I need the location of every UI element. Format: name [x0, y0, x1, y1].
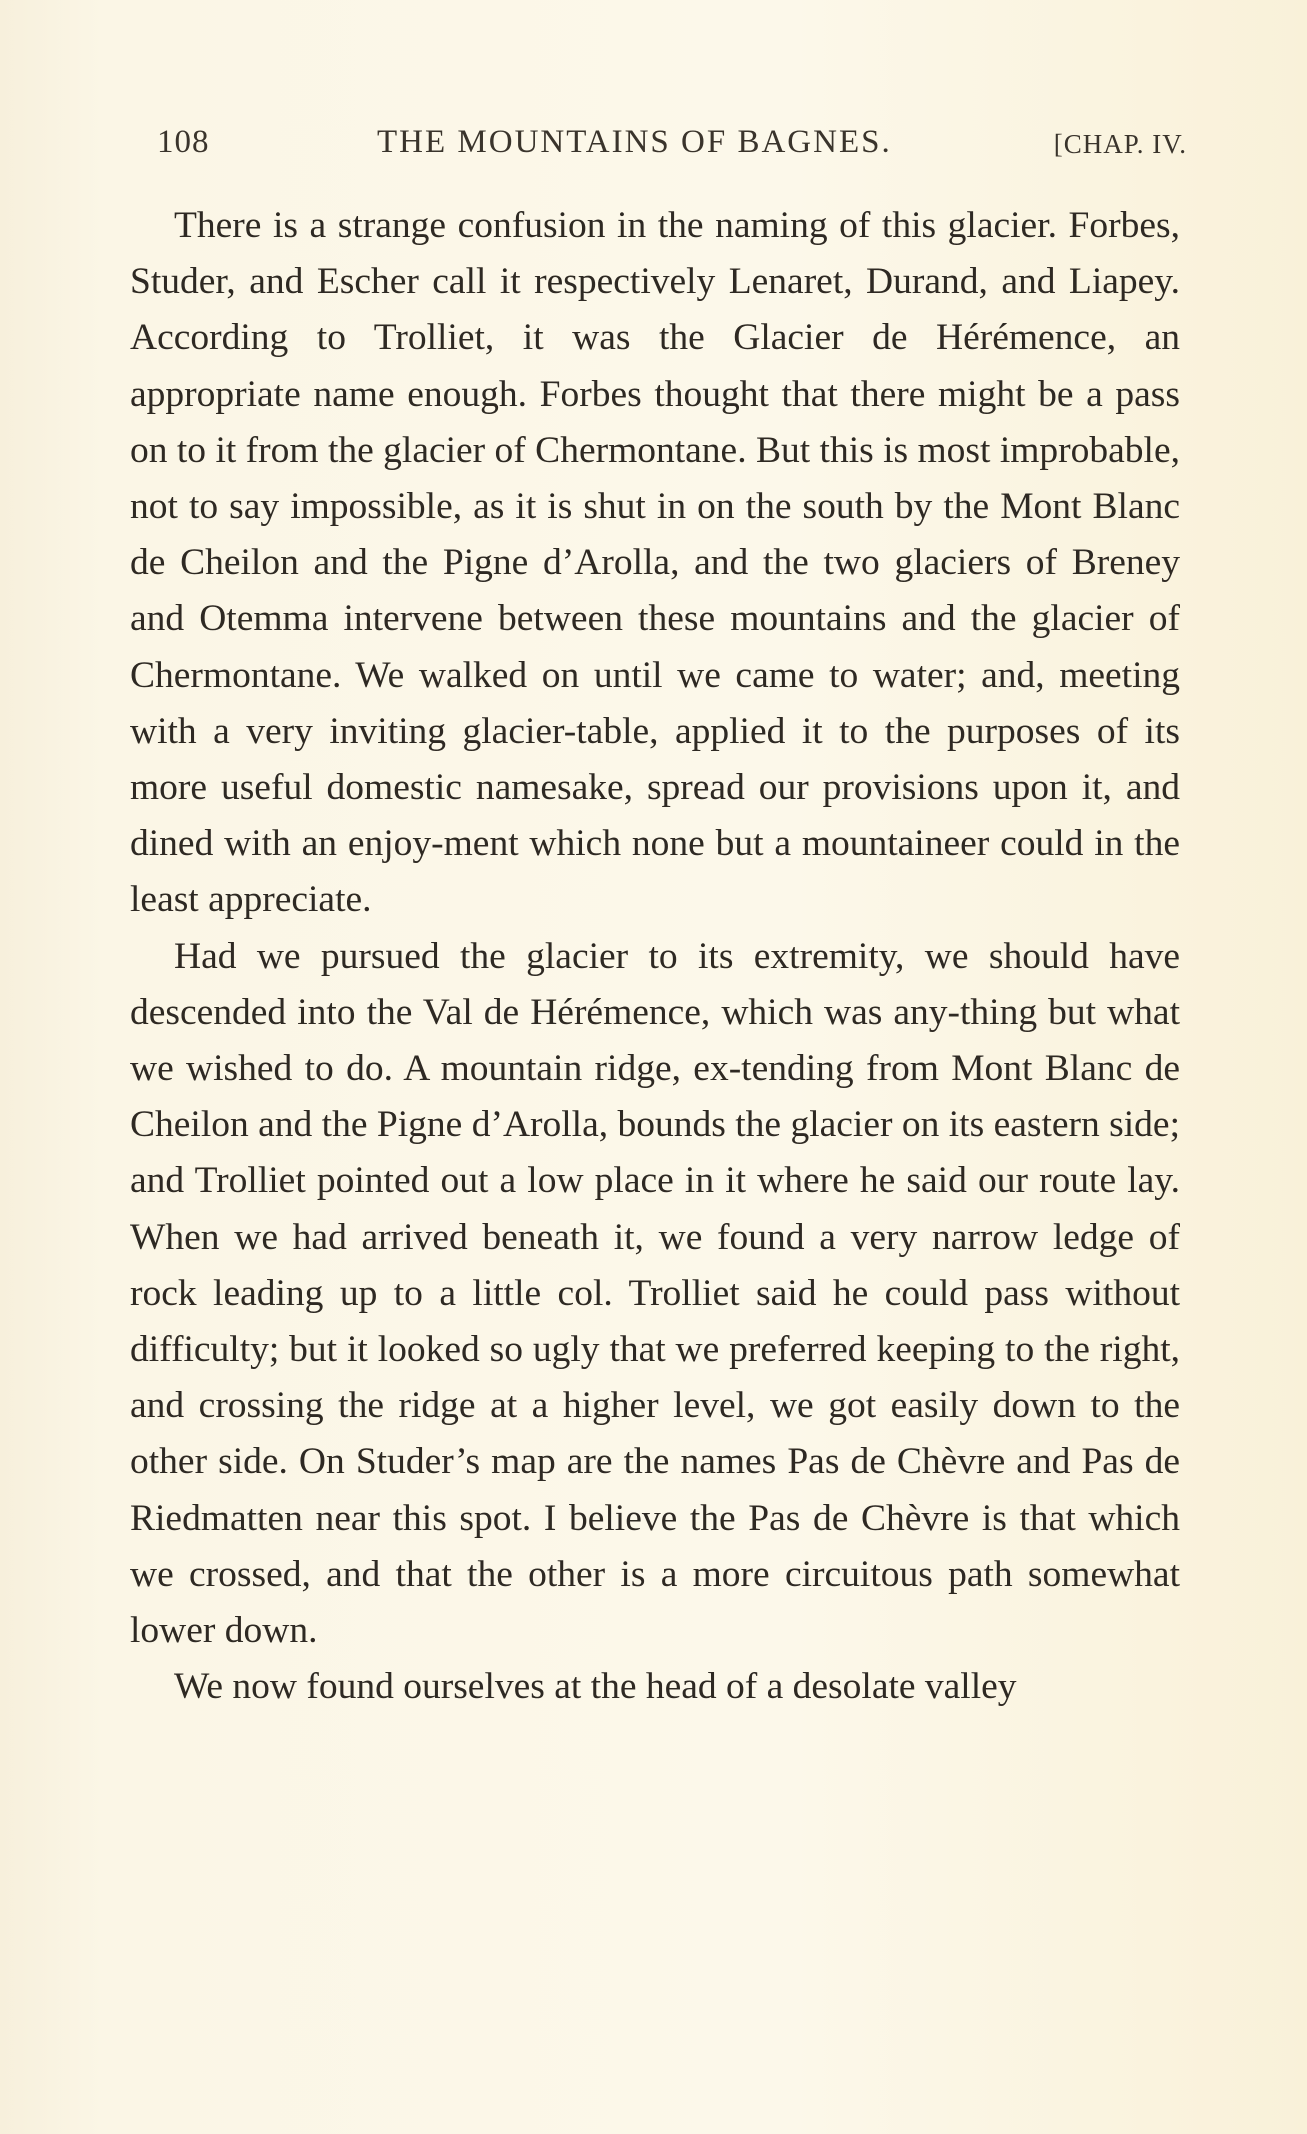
- paragraph-3: We now found ourselves at the head of a desolate valley: [174, 1666, 1017, 1708]
- page-number: 108: [157, 124, 210, 160]
- paragraph-1: There is a strange confusion in the naming of this glacier. Forbes, Studer, and Escher call it respectively Lenaret, Durand, and Liapey. According to Trolliet, it was the Glacier de Hérémence, an appropriate name enough. Forbes thought that there might be a pass on to it from the glacier of Chermontane. But this is most improbable, not to say impossible, as it is shut in on the south by the Mont Blanc de Cheilon and the Pigne d’Arolla, and the two glaciers of Breney and Otemma intervene between these mountains and the glacier of Chermontane. We walked on until we came to water; and, meeting with a very inviting glacier-table, applied it to the purposes of its more useful domestic namesake, spread our provisions upon it, and dined with an enjoy-ment which none but a mountaineer could in the least appreciate.: [130, 205, 1180, 921]
- body-text: [130, 198, 1180, 1715]
- chapter-reference: [CHAP. IV.: [1053, 129, 1187, 159]
- running-title: THE MOUNTAINS OF BAGNES.: [377, 124, 892, 160]
- page-header: [157, 124, 1187, 168]
- paragraph-2: Had we pursued the glacier to its extremity, we should have descended into the Val de Hérémence, which was any-thing but what we wished to do. A mountain ridge, ex-tending from Mont Blanc de Cheilon and the Pigne d’Arolla, bounds the glacier on its eastern side; and Trolliet pointed out a low place in it where he said our route lay. When we had arrived beneath it, we found a very narrow ledge of rock leading up to a little col. Trolliet said he could pass without difficulty; but it looked so ugly that we preferred keeping to the right, and crossing the ridge at a higher level, we got easily down to the other side. On Studer’s map are the names Pas de Chèvre and Pas de Riedmatten near this spot. I believe the Pas de Chèvre is that which we crossed, and that the other is a more circuitous path somewhat lower down.: [130, 935, 1180, 1652]
